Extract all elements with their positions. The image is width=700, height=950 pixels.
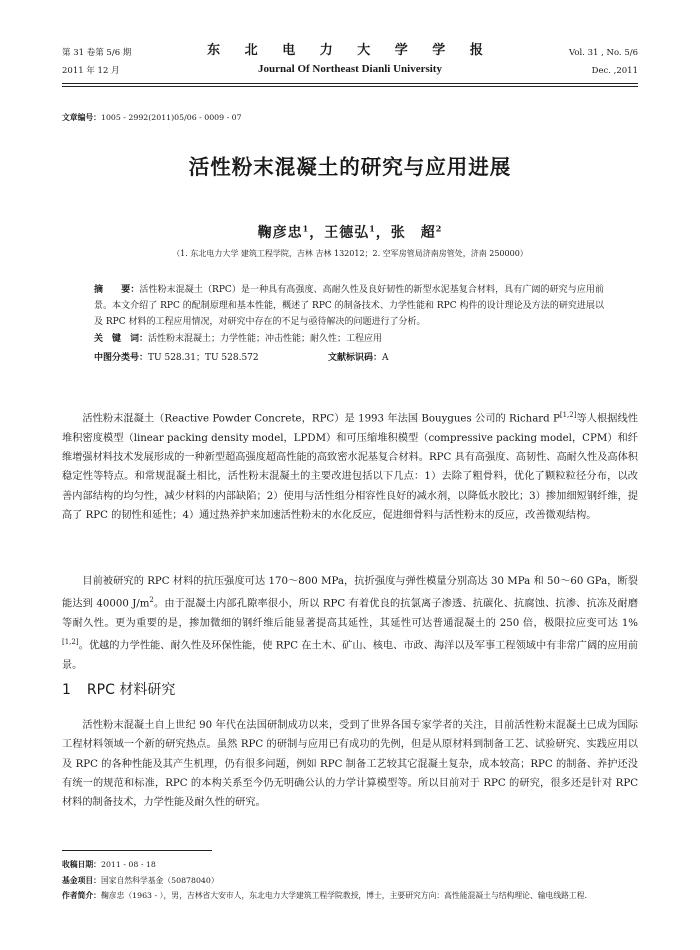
author-separator: ， [309, 225, 325, 241]
header-rule-thin [62, 86, 638, 87]
affiliation: （1. 东北电力大学 建筑工程学院，吉林 吉林 132012；2. 空军房管局济南房管处，济南 250000） [172, 249, 528, 258]
author-name: 王德弘 [324, 225, 370, 241]
keywords-label: 关 键 词： [94, 333, 149, 344]
author-affil-mark: 2 [435, 223, 443, 234]
journal-name [62, 42, 638, 78]
author-bio-label: 作者简介： [62, 891, 101, 900]
doc-label: 文献标识码： [328, 353, 383, 363]
citation: [1,2] [559, 411, 577, 419]
author-list [0, 222, 700, 242]
abstract-text: 活性粉末混凝土（RPC）是一种具有高强度、高耐久性及良好韧性的新型水泥基复合材料，具有广阔的研究与应用前景。本文介绍了 RPC 的配制原理和基本性能，概述了 RPC 的制备技术、力学性能和 RPC 构件的设计理论及方法的研究进展以及 RPC 材料的工程应用情况，对研究中存在的不足与亟待解决的问题进行了分析。 [94, 285, 604, 328]
received-value: 2011 - 08 - 18 [100, 860, 156, 869]
article-number [62, 112, 242, 123]
abstract [94, 282, 604, 347]
paragraph-text: 目前被研究的 RPC 材料的抗压强度可达 170～800 MPa，抗折强度与弹性模量分别高达 30 MPa 和 50～60 GPa，断裂能达到 40000 J/m [62, 576, 638, 610]
clc-value: TU 528.31；TU 528.572 [148, 353, 259, 363]
fund-value: 国家自然科学基金（50878040） [100, 875, 219, 885]
section-number: 1 [62, 682, 71, 698]
citation: [1,2] [62, 638, 79, 647]
journal-name-cn: 东 北 电 力 大 学 学 报 [207, 43, 493, 58]
classification [94, 350, 604, 363]
author-affil-mark: 1 [369, 223, 376, 234]
footnote-rule [62, 850, 212, 851]
paragraph-text: 活性粉末混凝土（Reactive Powder Concrete，RPC）是 1993 年法国 Bouygues 公司的 Richard P [82, 413, 560, 425]
received-label: 收稿日期： [62, 860, 101, 869]
document-code [328, 350, 389, 363]
article-number-label: 文章编号： [62, 113, 101, 122]
author-separator: ， [375, 225, 391, 241]
author-bio [62, 888, 638, 904]
doc-value: A [382, 353, 389, 363]
clc-label: 中图分类号： [94, 353, 149, 363]
issue-info-en [569, 44, 638, 80]
paragraph-text: 等人根据线性堆积密度模型（linear packing density model，LPDM）和可压缩堆积模型（compressive packing model，CPM）和纤维增强材料技术发展形成的一种新型超高强度超高性能的高致密水泥基复合材料。RPC 具有高强度、高韧性、高耐久性及高体积稳定性等特点。和常规混凝土相比，活性粉末混凝土的主要改进包括以下几点：1）去除了粗骨料，优化了颗粒粒径分布，以改善内部结构的均匀性，减少材料的内部缺陷；2）使用与活性组分相容性良好的减水剂，以降低水胶比；3）掺加细短钢纤维，提高了 RPC 的韧性和延性；4）通过热养护来加速活性粉末的水化反应，促进细骨料与活性粉末的反应，改善微观结构。 [62, 413, 638, 521]
section1-paragraph [62, 716, 638, 812]
volume-issue-en: Vol. 31 , No. 5/6 [568, 48, 638, 58]
journal-header [62, 20, 638, 78]
paragraph-text: 。优越的力学性能、耐久性及环保性能，使 RPC 在土木、矿山、核电、市政、海洋以及军事工程领域中有非常广阔的应用前景。 [62, 640, 638, 671]
volume-issue: 第 31 卷第 5/6 期 [62, 48, 132, 58]
intro-paragraph-2 [62, 572, 638, 675]
received-date [62, 857, 638, 873]
superscript: 2 [149, 596, 154, 605]
section-heading [62, 679, 175, 699]
intro-paragraph-1 [62, 406, 638, 525]
article-number-value: 1005 - 2992(2011)05/06 - 0009 - 07 [100, 113, 242, 122]
paragraph [62, 572, 638, 675]
paragraph-text: 活性粉末混凝土自上世纪 90 年代在法国研制成功以来，受到了世界各国专家学者的关注，目前活性粉末混凝土已成为国际工程材料领域一个新的研究热点。虽然 RPC 的研制与应用已有成功的先例，但是从原材料到制备工艺、试验研究、实践应用以及 RPC 的各种性能及其产生机理，仍有很多问题，例如 RPC 制备工艺较其它混凝土复杂，成本较高；RPC 的制备、养护还没有统一的规范和标准，RPC 的本构关系至今仍无明确公认的力学计算模型等。所以目前对于 RPC 的研究，很多还是针对 RPC 材料的制备技术，力学性能及耐久性的研究。 [62, 720, 638, 809]
paper-title: 活性粉末混凝土的研究与应用进展 [188, 155, 512, 179]
journal-name-en: Journal Of Northeast Dianli University [258, 63, 442, 75]
keywords [94, 331, 604, 347]
author-name: 张 超 [390, 225, 436, 241]
footnotes [62, 857, 638, 904]
fund-info [62, 873, 638, 889]
paragraph-text: 。由于混凝土内部孔隙率很小，所以 RPC 有着优良的抗氯离子渗透、抗碳化、抗腐蚀、抗渗、抗冻及耐磨等耐久性。更为重要的是，掺加微细的钢纤维后能显著提高其延性，其延性可达普通混凝土的 250 倍，极限拉应变可达 1% [62, 598, 639, 629]
issue-date-en: Dec. ,2011 [591, 66, 638, 76]
fund-label: 基金项目： [62, 875, 101, 885]
author-bio-text: 鞠彦忠（1963 - ），男，吉林省大安市人，东北电力大学建筑工程学院教授，博士，主要研究方向：高性能混凝土与结构理论、输电线路工程. [100, 891, 588, 900]
issue-date: 2011 年 12 月 [62, 66, 120, 76]
author-affil-mark: 1 [302, 223, 310, 234]
section-title: RPC 材料研究 [86, 682, 176, 698]
abstract-label: 摘 要： [94, 285, 140, 295]
header-rule [62, 83, 638, 84]
author-name: 鞠彦忠 [257, 225, 303, 241]
abstract-paragraph [94, 282, 604, 331]
keywords-text: 活性粉末混凝土；力学性能；冲击性能；耐久性；工程应用 [148, 333, 383, 344]
paragraph [62, 406, 638, 525]
